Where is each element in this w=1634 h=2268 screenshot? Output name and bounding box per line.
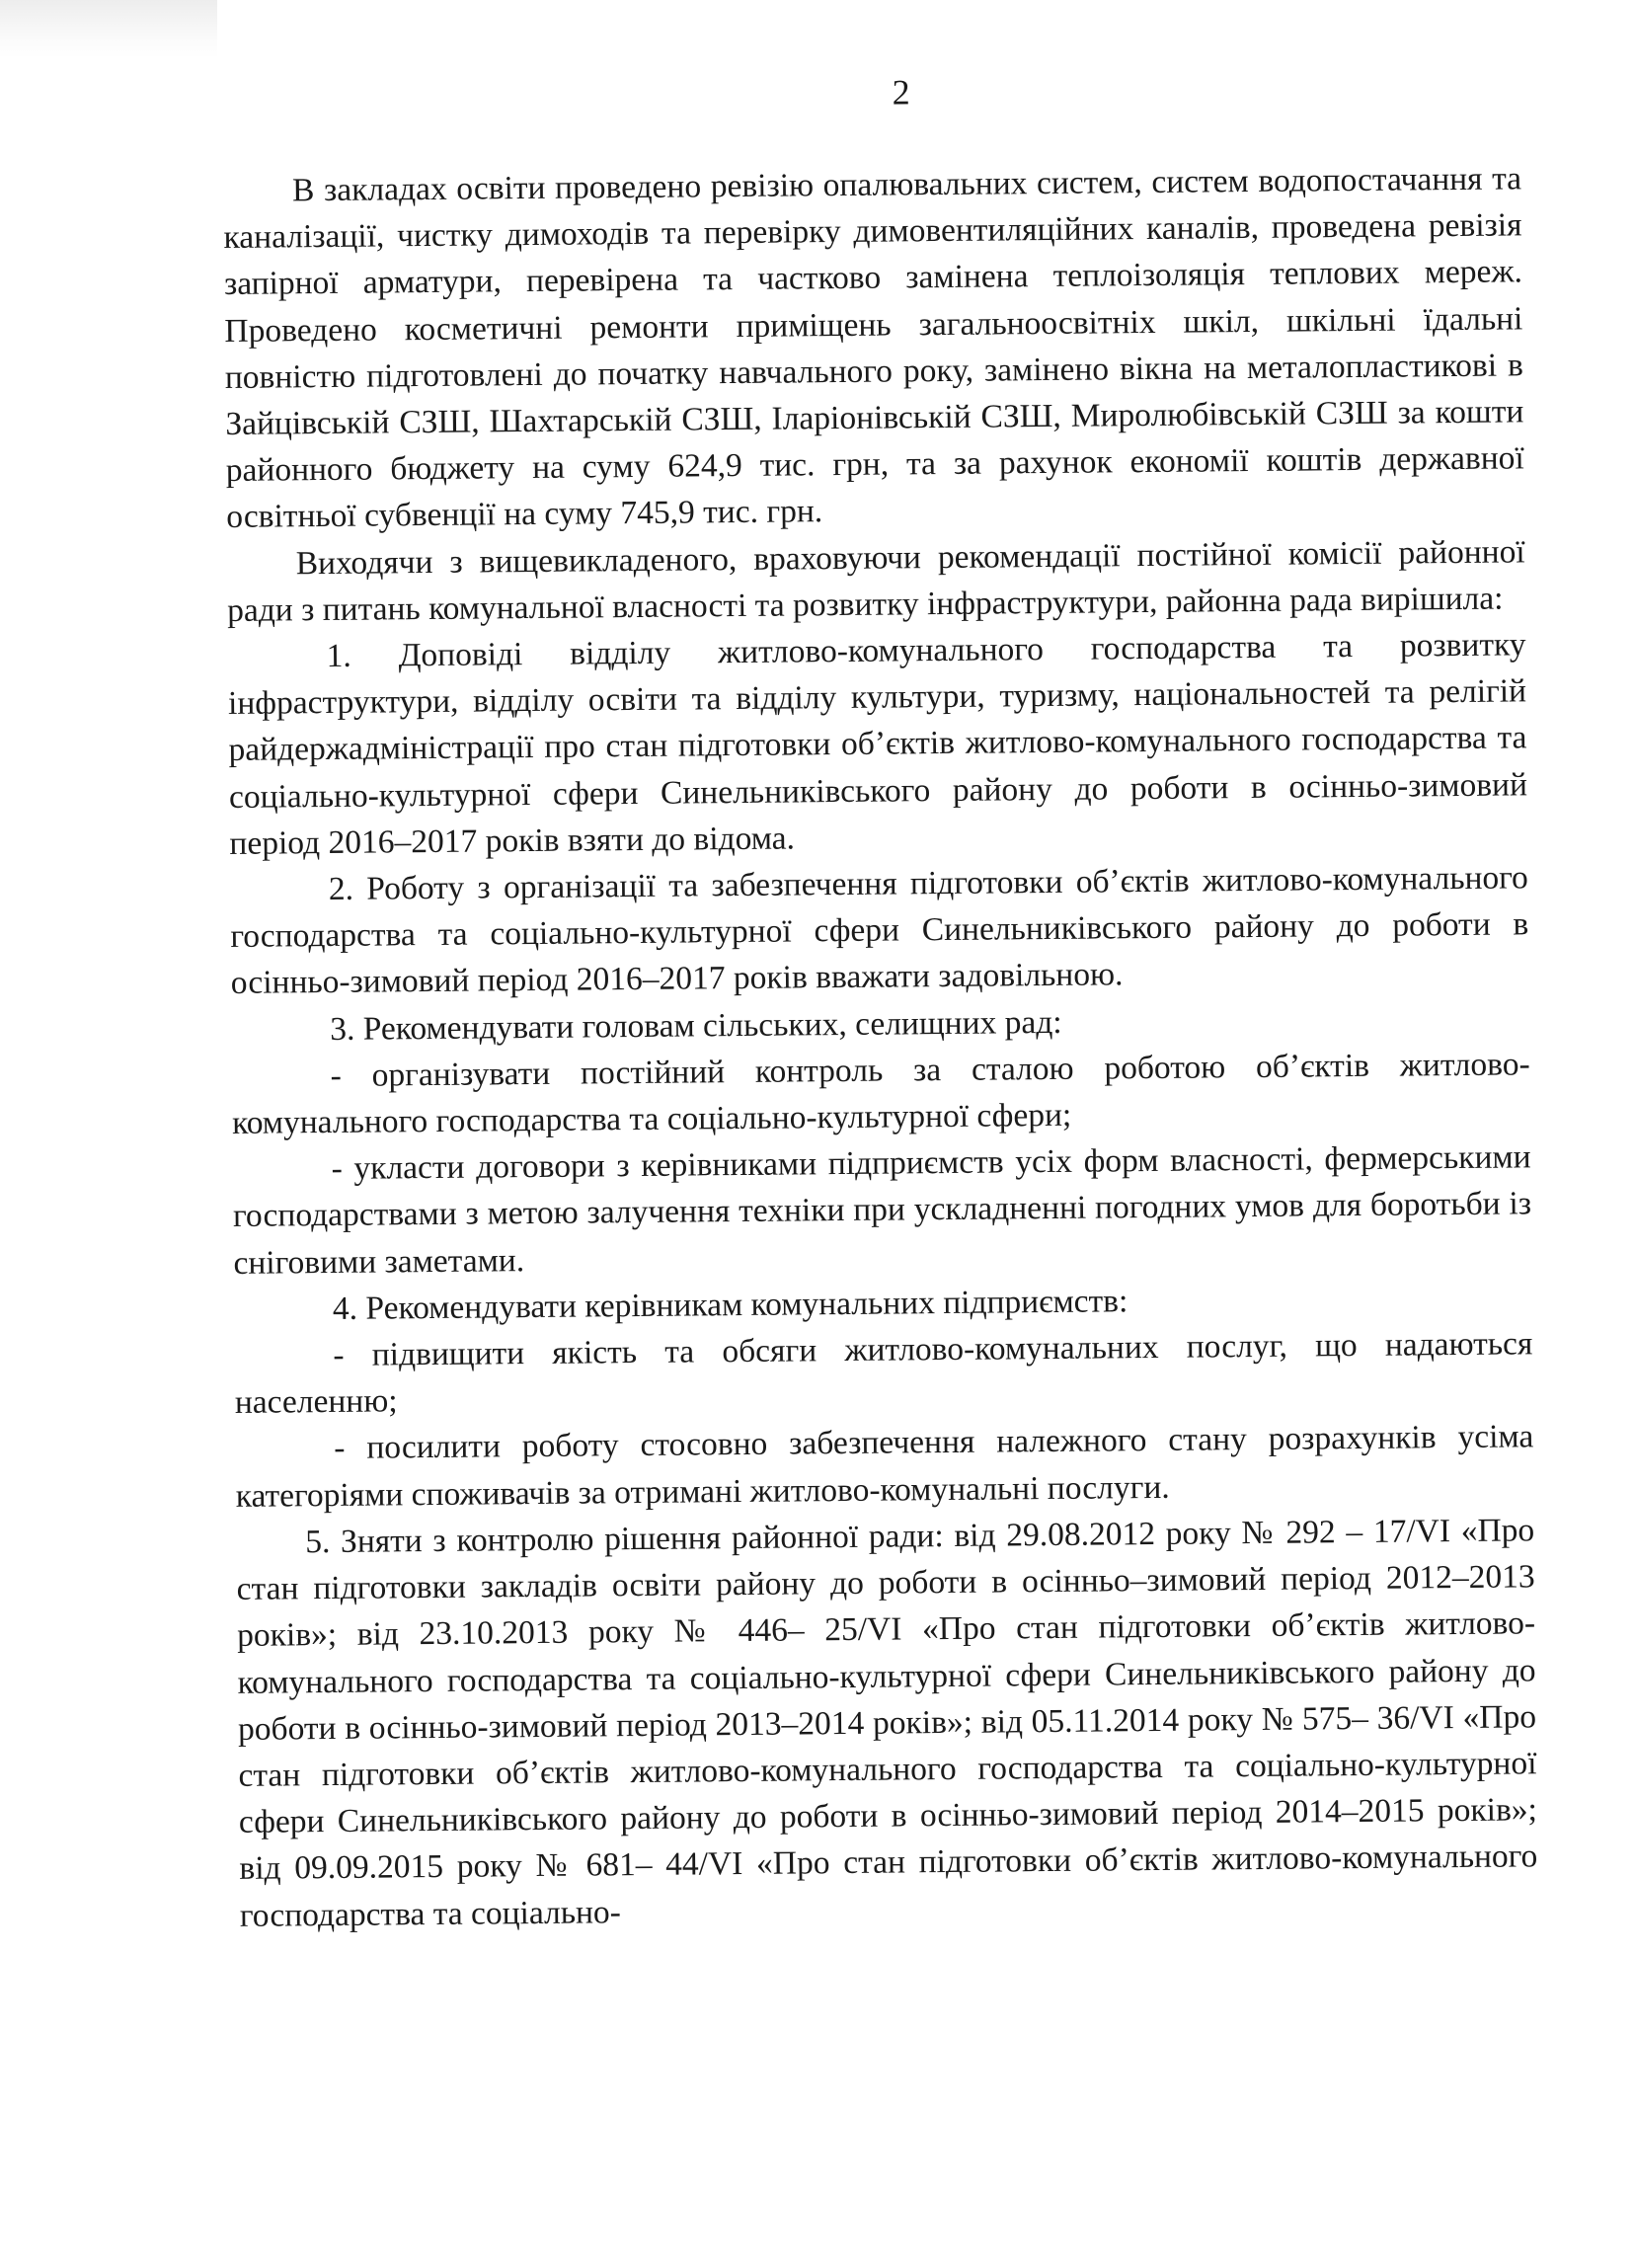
decision-item-5: 5. Зняти з контролю рішення районної ради: від 29.08.2012 року № 292 – 17/VI «Про стан підготовки закладів освіти району до роботи в осінньо–зимовий період 2012–2013 років»; від 23.10.2013 року № 446– 25/VI «Про стан підготовки об’єктів житлово-комунального господарства та соціально-культурної сфери Синельниківського району до роботи в осінньо-зимовий період 2013–2014 років»; від 05.11.2014 року № 575– 36/VI «Про стан підготовки об’єктів житлово-комунального господарства та соціально-культурної сфери Синельниківського району до роботи в осінньо-зимовий період 2014–2015 років»; від 09.09.2015 року № 681– 44/VI «Про стан підготовки об’єктів житлово-комунального господарства та соціально-: [236, 1512, 1538, 1934]
decision-item-1: 1. Доповіді відділу житлово-комунального господарства та розвитку інфраструктури, відділу освіти та відділу культури, туризму, національностей та релігій райдержадміністрації про стан підготовки об’єктів житлово-комунального господарства та соціально-культурної сфери Синельниківського району до роботи в осінньо-зимовий період 2016–2017 років взяти до відома.: [227, 626, 1528, 862]
paragraph-school-repairs: В закладах освіти проведено ревізію опалювальних систем, систем водопостачання та каналізації, чистку димоходів та перевірку димовентиляційних каналів, проведена ревізія запірної арматури, перевірена та частково замінена теплоізоляція теплових мереж. Проведено косметичні ремонти приміщень загальноосвітніх шкіл, шкільні їдальні повністю підготовлені до початку навчального року, замінено вікна на металопластикові в Зайцівській СЗШ, Шахтарській СЗШ, Іларіонівській СЗШ, Миролюбівській СЗШ за кошти районного бюджету на суму 624,9 тис. грн, та за рахунок економії коштів державної освітньої субвенції на суму 745,9 тис. грн.: [223, 160, 1524, 536]
paragraph-council-decision: Виходячи з вищевикладеного, враховуючи рекомендації постійної комісії районної ради з питань комунальної власності та розвитку інфраструктури, районна рада вирішила:: [226, 532, 1525, 629]
page-number: 2: [892, 72, 910, 113]
decision-item-3-bullet-1: - організувати постійний контроль за сталою роботою об’єктів житлово-комунального господарства та соціально-культурної сфери;: [231, 1046, 1530, 1142]
decision-item-3: 3. Рекомендувати головам сільських, селищних рад:: [330, 1003, 1062, 1048]
decision-item-4-bullet-1: - підвищити якість та обсяги житлово-комунальних послуг, що надаються населенню;: [234, 1325, 1533, 1422]
decision-item-4-bullet-2: - посилити роботу стосовно забезпечення належного стану розрахунків усіма категоріями споживачів за отримані житлово-комунальні послуги.: [235, 1418, 1534, 1515]
decision-item-3-bullet-2: - укласти договори з керівниками підприємств усіх форм власності, фермерськими господарствами з метою залучення техніки при ускладненні погодних умов для боротьби із сніговими заметами.: [232, 1138, 1532, 1282]
decision-item-4: 4. Рекомендувати керівникам комунальних підприємств:: [332, 1283, 1128, 1327]
scan-edge-shadow: [0, 0, 217, 59]
document-body: [223, 155, 1538, 1938]
decision-item-2: 2. Роботу з організації та забезпечення підготовки об’єктів житлово-комунального господарства та соціально-культурної сфери Синельниківського району до роботи в осінньо-зимовий період 2016–2017 років вважати задовільною.: [230, 859, 1529, 1002]
document-page: [222, 66, 1538, 1938]
